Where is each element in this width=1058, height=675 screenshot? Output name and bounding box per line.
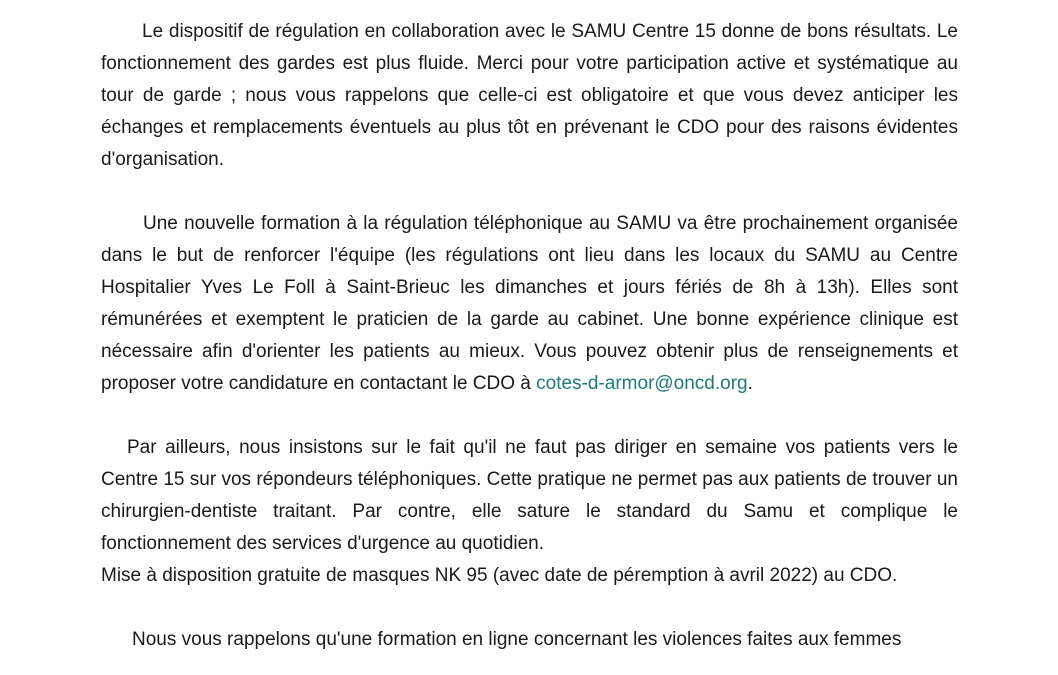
paragraph-spacer xyxy=(101,400,958,432)
paragraph-spacer xyxy=(101,592,958,624)
paragraph-answering-machines: Par ailleurs, nous insistons sur le fait qu'il ne faut pas diriger en semaine vos patients vers le Centre 15 sur vos répondeurs téléphoniques. Cette pratique ne permet pas aux patients de trouver un chirurgien-dentiste traitant. Par contre, elle sature le standard du Samu et complique le fonctionnement des services d'urgence au quotidien. xyxy=(101,437,958,554)
paragraph-masks-availability: Mise à disposition gratuite de masques NK 95 (avec date de péremption à avril 2022) au CDO. xyxy=(101,565,898,586)
paragraph-training-text: Une nouvelle formation à la régulation téléphonique au SAMU va être prochainement organisée dans le but de renforcer l'équipe (les régulations ont lieu dans les locaux du SAMU au Centre Hospitalier Yves Le Foll à Saint-Brieuc les dimanches et jours fériés de 8h à 13h). Elles sont rémunérées et exemptent le praticien de la garde au cabinet. Une bonne expérience clinique est nécessaire afin d'orienter les patients au mieux. Vous pouvez obtenir plus de renseignements et proposer votre candidature en contactant le CDO à xyxy=(101,213,958,394)
paragraph-training-end: . xyxy=(747,373,753,394)
paragraph-samu-regulation: Le dispositif de régulation en collaboration avec le SAMU Centre 15 donne de bons résultats. Le fonctionnement des gardes est plus fluide. Merci pour votre participation active et systématique au tour de garde ; nous vous rappelons que celle-ci est obligatoire et que vous devez anticiper les échanges et remplacements éventuels au plus tôt en prévenant le CDO pour des raisons évidentes d'organisation. xyxy=(101,21,958,170)
document-body xyxy=(101,16,958,656)
paragraph-training-announcement xyxy=(101,208,958,400)
paragraph-spacer xyxy=(101,176,958,208)
cdo-email-link[interactable]: cotes-d-armor@oncd.org xyxy=(536,373,748,394)
paragraph-online-training: Nous vous rappelons qu'une formation en ligne concernant les violences faites aux femmes xyxy=(132,629,902,650)
